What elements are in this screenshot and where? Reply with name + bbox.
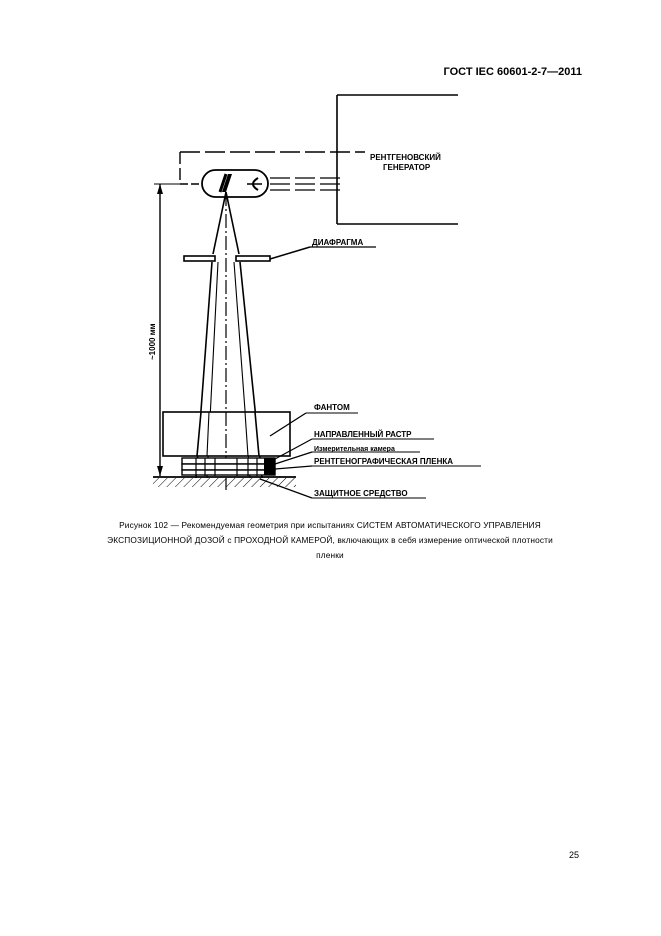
xray-generator <box>337 95 458 224</box>
shield-label: ЗАЩИТНОЕ СРЕДСТВО <box>314 489 408 498</box>
protective-shield <box>153 477 296 487</box>
distance-label: ~1000 мм <box>148 323 157 360</box>
figure-caption <box>78 518 582 563</box>
generator-label-line2: ГЕНЕРАТОР <box>383 163 431 172</box>
film-label: РЕНТГЕНОГРАФИЧЕСКАЯ ПЛЕНКА <box>314 457 454 466</box>
chamber-label: Измерительная камера <box>314 446 395 453</box>
document-code: ГОСТ IEC 60601-2-7—2011 <box>443 66 582 78</box>
caption-line-1: Рисунок 102 — Рекомендуемая геометрия при испытаниях СИСТЕМ АВТОМАТИЧЕСКОГО УПРАВЛЕНИЯ <box>119 520 541 530</box>
page-number: 25 <box>568 850 579 860</box>
generator-label-line1: РЕНТГЕНОВСКИЙ <box>370 153 441 162</box>
caption-line-3: пленки <box>316 550 344 560</box>
detector-stack <box>182 458 275 476</box>
xray-tube <box>202 170 268 197</box>
caption-line-2: ЭКСПОЗИЦИОННОЙ ДОЗОЙ с ПРОХОДНОЙ КАМЕРОЙ, включающих в себя измерение оптической плотности <box>107 535 553 545</box>
diaphragm-label: ДИАФРАГМА <box>312 238 364 247</box>
grid-label: НАПРАВЛЕННЫЙ РАСТР <box>314 430 412 439</box>
diaphragm <box>184 238 376 261</box>
phantom-label: ФАНТОМ <box>314 403 350 412</box>
